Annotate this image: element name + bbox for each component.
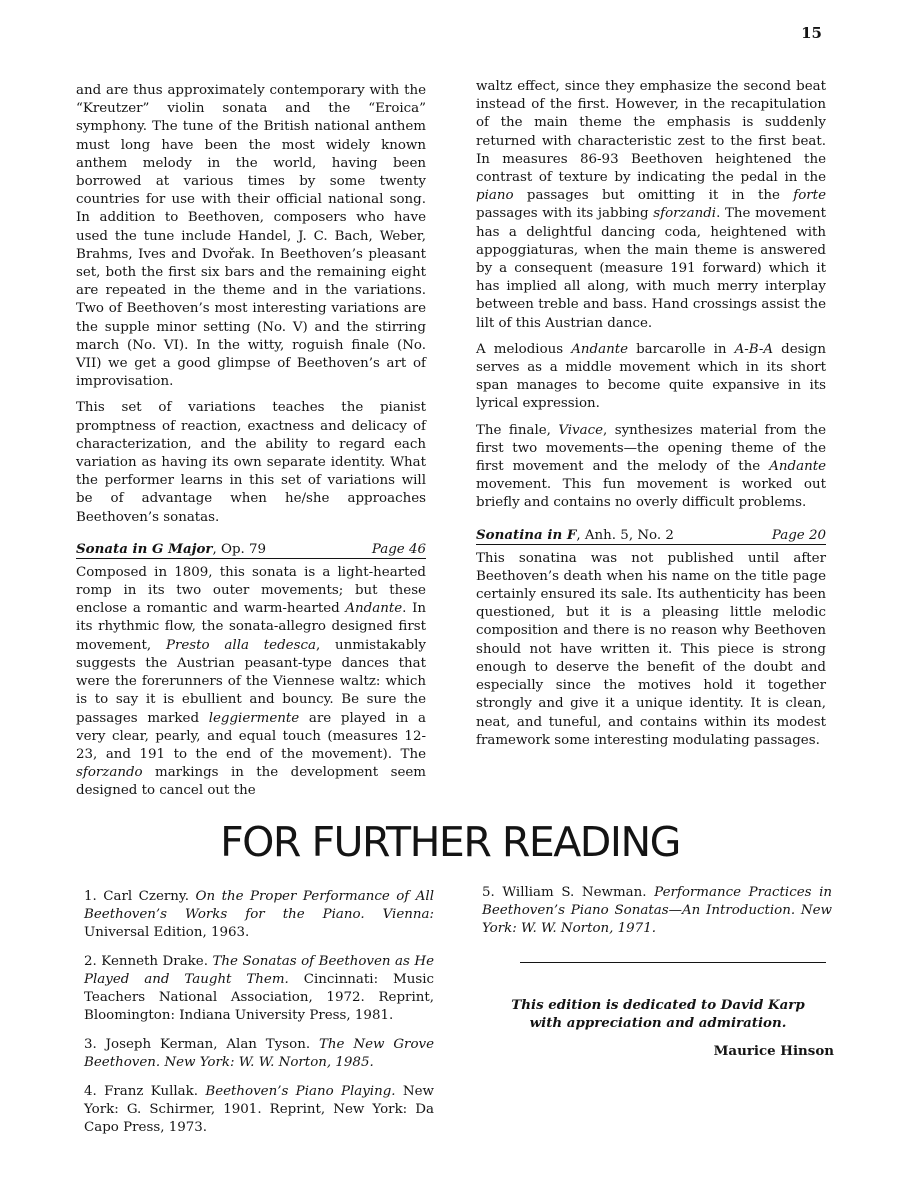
right-paragraph-2: A melodious Andante barcarolle in A-B-A design serves as a middle movement which in its short span manages to become quite expansive in its lyrical expression. bbox=[476, 341, 826, 412]
divider-line bbox=[520, 962, 826, 963]
left-paragraph-1: and are thus approximately contemporary with the “Kreutzer” violin sonata and the “Eroica” symphony. The tune of the British national anthem must long have been the most widely known anthem melody in the world, having been borrowed at various times by some twenty countries for use with their official national song. In addition to Beethoven, composers who have used the tune include Handel, J. C. Bach, Weber, Brahms, Ives and Dvořak. In Beethoven’s pleasant set, both the first six bars and the remaining eight are repeated in the theme and in the variations. Two of Beethoven’s most interesting variations are the supple minor setting (No. V) and the stirring march (No. VI). In the witty, roguish finale (No. VII) we get a good glimpse of Beethoven’s art of improvisation. bbox=[76, 83, 426, 390]
left-column bbox=[76, 82, 426, 809]
sonata-g-major-page: Page 46 bbox=[371, 541, 426, 557]
sonatina-f-opus: , Anh. 5, No. 2 bbox=[576, 527, 674, 543]
reference-1: 1. Carl Czerny. On the Proper Performance of All Beethoven’s Works for the Piano. Vienna: Universal Edition, 1963. bbox=[84, 889, 434, 940]
right-paragraph-3: The finale, Vivace, synthesizes material from the first two movements—the opening theme of the first movement and the melody of the Andante movement. This fun movement is worked out briefly and contains no overly difficult problems. bbox=[476, 422, 826, 511]
right-paragraph-4: This sonatina was not published until after Beethoven’s death when his name on the title page certainly ensured its sale. Its authenticity has been questioned, but it is a pleasing little melodic composition and there is no reason why Beethoven should not have written it. This piece is strong enough to deserve the benefit of the doubt and especially since the motives hold it together strongly and give it a unique identity. It is clean, neat, and tuneful, and contains within its modest framework some interesting modulating passages. bbox=[476, 550, 826, 748]
sonata-g-major-title: Sonata in G Major bbox=[76, 540, 213, 557]
sonata-g-major-heading bbox=[76, 541, 426, 559]
dedication-line-1: This edition is dedicated to David Karp bbox=[511, 997, 805, 1013]
signature: Maurice Hinson bbox=[713, 1043, 834, 1059]
dedication-line-2: with appreciation and admiration. bbox=[529, 1015, 787, 1031]
reference-4: 4. Franz Kullak. Beethoven’s Piano Playing. New York: G. Schirmer, 1901. Reprint, New York: Da Capo Press, 1973. bbox=[84, 1084, 434, 1135]
dedication bbox=[508, 996, 808, 1032]
references-right bbox=[482, 884, 832, 949]
sonatina-f-page: Page 20 bbox=[771, 527, 826, 543]
left-paragraph-3: Composed in 1809, this sonata is a light-hearted romp in its two outer movements; but these enclose a romantic and warm-hearted Andante. In its rhythmic flow, the sonata-allegro designed first movement, Presto alla tedesca, unmistakably suggests the Austrian peasant-type dances that were the forerunners of the Viennese waltz: which is to say it is ebullient and bouncy. Be sure the passages marked leggiermente are played in a very clear, pearly, and equal touch (measures 12-23, and 191 to the end of the movement). The sforzando markings in the development seem designed to cancel out the bbox=[76, 564, 427, 799]
right-paragraph-1: waltz effect, since they emphasize the second beat instead of the first. However, in the recapitulation of the main theme the emphasis is suddenly returned with characteristic zest to the first beat. In measures 86-93 Beethoven heightened the contrast of texture by indicating the pedal in the piano passages but omitting it in the forte passages with its jabbing sforzandi. The movement has a delightful dancing coda, heightened with appoggiaturas, when the main theme is answered by a consequent (measure 191 forward) which it has implied all along, with much merry interplay between treble and bass. Hand crossings assist the lilt of this Austrian dance. bbox=[476, 79, 826, 331]
further-reading-title: FOR FURTHER READING bbox=[220, 818, 680, 866]
reference-3: 3. Joseph Kerman, Alan Tyson. The New Grove Beethoven. New York: W. W. Norton, 1985. bbox=[84, 1037, 434, 1070]
sonatina-f-title: Sonatina in F bbox=[476, 526, 577, 543]
sonatina-f-heading bbox=[476, 527, 826, 545]
references-left bbox=[84, 888, 434, 1148]
left-paragraph-2: This set of variations teaches the pianist promptness of reaction, exactness and delicacy of characterization, and the ability to regard each variation as having its own separate identity. What the performer learns in this set of variations will be of advantage when he/she approaches Beethoven’s sonatas. bbox=[76, 400, 426, 525]
reference-2: 2. Kenneth Drake. The Sonatas of Beethoven as He Played and Taught Them. Cincinnati: Music Teachers National Association, 1972. Reprint, Bloomington: Indiana University Press, 1981. bbox=[84, 954, 434, 1023]
right-column bbox=[476, 78, 826, 758]
reference-5: 5. William S. Newman. Performance Practices in Beethoven’s Piano Sonatas—An Introduction. New York: W. W. Norton, 1971. bbox=[482, 885, 833, 936]
sonata-g-major-opus: , Op. 79 bbox=[212, 541, 267, 557]
page-number: 15 bbox=[801, 24, 822, 42]
